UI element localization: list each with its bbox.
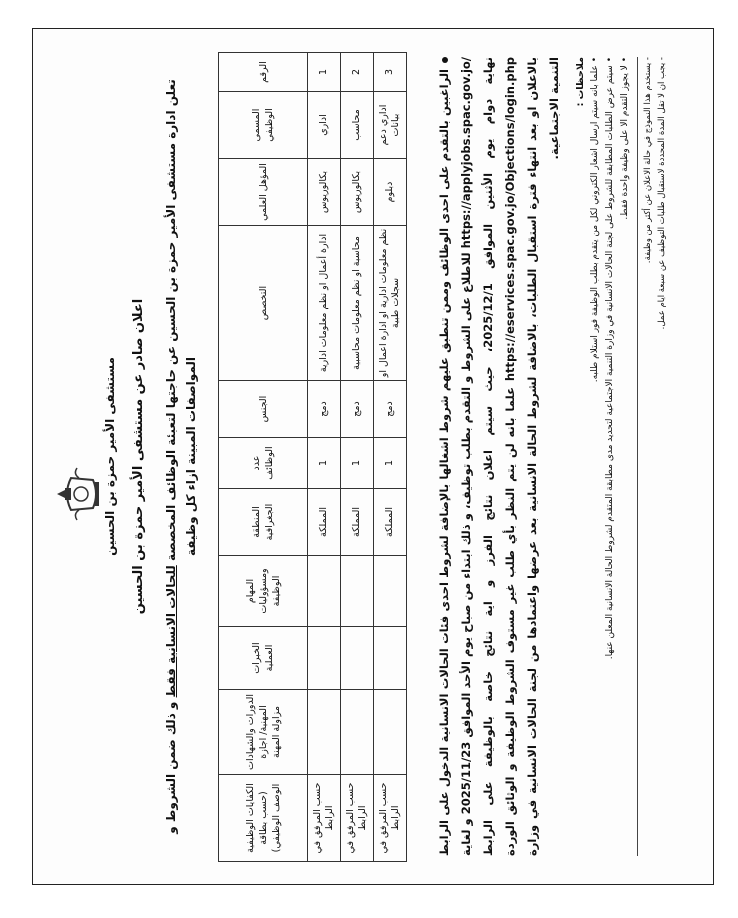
col-job-title: المسمى الوظيفي <box>219 92 308 159</box>
col-number: الرقم <box>219 53 308 92</box>
divider <box>637 57 638 856</box>
cell-number: 3 <box>374 53 407 92</box>
col-competencies: الكفايات الوظيفية (حسب بطاقة الوصف الوظيفي) <box>219 775 308 862</box>
cell-job-title: محاسب <box>341 92 374 159</box>
jobs-table <box>218 52 407 862</box>
intro-text <box>161 69 201 844</box>
col-experience: الخبرات العملية <box>219 627 308 690</box>
apply-link[interactable]: https://applyjobs.spac.gov.jo/ <box>459 57 473 249</box>
col-specialization: التخصص <box>219 226 308 381</box>
objections-link[interactable]: https://eservices.spac.gov.jo/Objections/login.php <box>503 57 517 382</box>
cell-gender: دمج <box>341 381 374 438</box>
col-vacancies: عدد الوظائف <box>219 438 308 489</box>
announcement-title: اعلان صادر عن مستشفى الأمير حمزة بن الحسين <box>131 298 146 615</box>
cell-competencies: حسب المرفق في الرابط <box>341 775 374 862</box>
col-qualification: المؤهل العلمي <box>219 159 308 226</box>
cell-competencies: حسب المرفق في الرابط <box>308 775 341 862</box>
para-part-1: الراغبين بالتقدم على احدى الوظائف وممن تنطبق عليهم شروط اشغالها بالإضافة لشروط احدى فئات الحالات الانسانية الدخول على الرابط <box>437 69 451 856</box>
intro-underlined: للحالات الانسانية فقط <box>164 565 178 698</box>
rotated-content <box>33 29 713 884</box>
cell-specialization: محاسبة او نظم معلومات محاسبية <box>341 226 374 381</box>
cell-courses <box>374 690 407 775</box>
table-row <box>374 53 407 862</box>
cell-vacancies: 1 <box>374 438 407 489</box>
footer-item: - يجب ان لا تقل المدة المحددة لاستقبال طلبات التوظيف عن سبعة ايام عمل. <box>657 57 667 330</box>
note-text: علما بانه سيتم ارسال اشعار الكتروني لكل من يتقدم بطلب الوظيفة فور استلام طلبه. <box>590 65 600 383</box>
cell-vacancies: 1 <box>308 438 341 489</box>
footer-item: - يستخدم هذا النموذج في حالة الاعلان عن أكثر من وظيفة. <box>643 57 653 264</box>
cell-duties <box>308 556 341 627</box>
table-header-row <box>219 53 308 862</box>
para-part-3: علما بانه لن يتم النظر بأي طلب غير مستوف الشروط الوظيفة و الوثائق الوردة بالاعلان او بعد انتهاء فترة استقبال الطلبات، بالاضافة لشروط الحالة الانسانية بعد عرضها واعتمادها من لجنة الحالات الانسانية في وزارة التنمية الاجتماعية. <box>503 57 561 856</box>
cell-experience <box>308 627 341 690</box>
document-page <box>32 28 714 885</box>
cell-number: 1 <box>308 53 341 92</box>
cell-job-title: اداري <box>308 92 341 159</box>
cell-region: المملكة <box>341 489 374 556</box>
org-name: مستشفى الأمير حمزة بن الحسين <box>103 357 117 556</box>
col-courses: الدورات والشهادات المهنية/ اجازة مزاولة المهنة <box>219 690 308 775</box>
para-part-2: للاطلاع على الشروط و التقدم بطلب توظيف، و ذلك ابتداء من صباح يوم الأحد الموافق 2025/11/23 و لغاية نهاية دوام يوم الأثنين الموافق 2025/12/1، حيث سيتم اعلان نتائج الفرز و اية نتائج خاصة بالوظيفة على الرابط <box>459 57 495 856</box>
cell-courses <box>308 690 341 775</box>
footer-text: يستخدم هذا النموذج في حالة الاعلان عن أكثر من وظيفة. <box>643 62 653 264</box>
cell-gender: دمج <box>308 381 341 438</box>
cell-duties <box>341 556 374 627</box>
cell-region: المملكة <box>308 489 341 556</box>
cell-experience <box>374 627 407 690</box>
footer-notes <box>641 57 669 856</box>
cell-competencies: حسب المرفق في الرابط <box>374 775 407 862</box>
note-item: • سيتم عرض الطلبات المطابقة للشروط على لجنة الحالات الانسانية في وزارة التنمية الاجتماعية لتحديد مدى مطابقة المتقدم لشروط الحالة الانسانية المعلن عنها. <box>605 57 615 660</box>
crest-icon <box>53 464 101 524</box>
notes-title: ملاحظات : <box>575 57 586 107</box>
cell-number: 2 <box>341 53 374 92</box>
cell-duties <box>374 556 407 627</box>
cell-qualification: بكالوريوس <box>308 159 341 226</box>
cell-qualification: دبلوم <box>374 159 407 226</box>
cell-gender: دمج <box>374 381 407 438</box>
intro-part-b: و ذلك ضمن الشروط و المواصفات المبينة ازاء كل وظيفة <box>164 357 198 834</box>
note-text: سيتم عرض الطلبات المطابقة للشروط على لجنة الحالات الانسانية في وزارة التنمية الاجتماعية لتحديد مدى مطابقة المتقدم لشروط الحالة الانسانية المعلن عنها. <box>605 65 615 660</box>
footer-text: يجب ان لا تقل المدة المحددة لاستقبال طلبات التوظيف عن سبعة ايام عمل. <box>657 62 667 330</box>
notes-section <box>573 57 633 856</box>
cell-vacancies: 1 <box>341 438 374 489</box>
cell-specialization: نظم معلومات ادارية او ادارة اعمال او سجلات طبية <box>374 226 407 381</box>
col-gender: الجنس <box>219 381 308 438</box>
cell-courses <box>341 690 374 775</box>
bullet-icon <box>442 57 448 63</box>
table-row <box>341 53 374 862</box>
note-text: لا يجوز التقدم الا على وظيفة واحدة فقط. <box>620 65 630 220</box>
cell-specialization: ادارة أعمال او نظم معلومات ادارية <box>308 226 341 381</box>
note-item: • لا يجوز التقدم الا على وظيفة واحدة فقط. <box>620 57 630 220</box>
col-region: المنطقة الجغرافية <box>219 489 308 556</box>
note-item: • علما بانه سيتم ارسال اشعار الكتروني لكل من يتقدم بطلب الوظيفة فور استلام طلبه. <box>590 57 600 383</box>
cell-qualification: بكالوريوس <box>341 159 374 226</box>
cell-region: المملكة <box>374 489 407 556</box>
application-paragraph <box>433 57 565 856</box>
cell-experience <box>341 627 374 690</box>
cell-job-title: اداري دعم بيانات <box>374 92 407 159</box>
intro-part-a: تعلن ادارة مستشفى الأمير حمزة بن الحسين عن حاجتها لتعبئة الوظائف المخصصة <box>164 79 178 566</box>
table-row <box>308 53 341 862</box>
col-duties: المهام ومسؤوليات الوظيفة <box>219 556 308 627</box>
